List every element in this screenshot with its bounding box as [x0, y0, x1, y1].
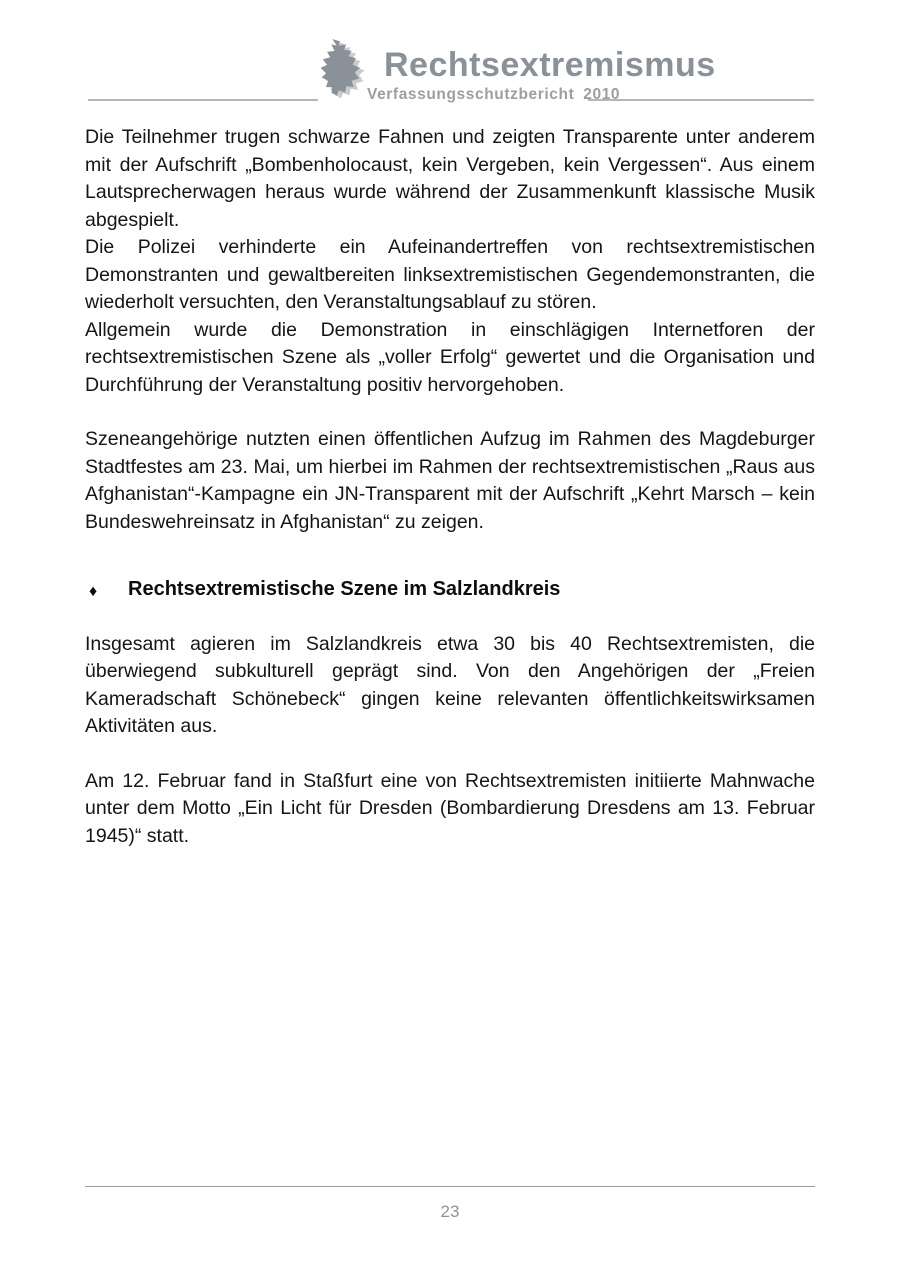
report-title: Rechtsextremismus — [384, 46, 716, 84]
saxony-anhalt-map-icon — [316, 38, 368, 100]
paragraph-demonstration-1: Die Teilnehmer trugen schwarze Fahnen und zeigten Transparente unter anderem mit der Aufschrift „Bombenholocaust, kein Vergeben, kein Vergessen“. Aus einem Lautsprecherwagen heraus wurde während der Zusammenkunft klassische Musik abgespielt. — [85, 126, 815, 231]
section-heading-text: Rechtsextremistische Szene im Salzlandkreis — [128, 578, 561, 600]
paragraph-polizei: Die Polizei verhinderte ein Aufeinandertreffen von rechtsextremistischen Demonstranten und gewaltbereiten linksextremistischen Gegendemonstranten, die wiederholt versuchten, den Veranstaltungsablauf zu stören. — [85, 236, 815, 313]
header-rule-right — [588, 99, 814, 101]
paragraph-internetforen: Allgemein wurde die Demonstration in einschlägigen Internetforen der rechtsextremistischen Szene als „voller Erfolg“ gewertet und die Organisation und Durchführung der Veranstaltung positiv hervorgehoben. — [85, 318, 815, 396]
page-number: 23 — [440, 1202, 460, 1221]
report-subtitle: Verfassungsschutzbericht 2010 — [367, 86, 621, 103]
footer-rule — [85, 1186, 815, 1187]
paragraph-stadtfest: Szeneangehörige nutzten einen öffentlichen Aufzug im Rahmen des Magdeburger Stadtfestes am 23. Mai, um hierbei im Rahmen der rechtsextremistischen „Raus aus Afghanistan“-Kampagne ein JN-Transparent mit der Aufschrift „Kehrt Marsch – kein Bundeswehreinsatz in Afghanistan“ zu zeigen. — [85, 428, 815, 533]
header-rule-left — [88, 99, 318, 101]
page-body — [85, 124, 815, 850]
paragraph-salzlandkreis: Insgesamt agieren im Salzlandkreis etwa 30 bis 40 Rechtsextremisten, die überwiegend subkulturell geprägt sind. Von den Angehörigen der „Freien Kameradschaft Schönebeck“ gingen keine relevanten öffentlichkeitswirksamen Aktivitäten aus. — [85, 632, 815, 737]
diamond-bullet-icon: ♦ — [89, 583, 98, 600]
paragraph-mahnwache: Am 12. Februar fand in Staßfurt eine von Rechtsextremisten initiierte Mahnwache unter dem Motto „Ein Licht für Dresden (Bombardierung Dresdens am 13. Februar 1945)“ statt. — [85, 769, 815, 847]
section-heading — [85, 576, 815, 604]
